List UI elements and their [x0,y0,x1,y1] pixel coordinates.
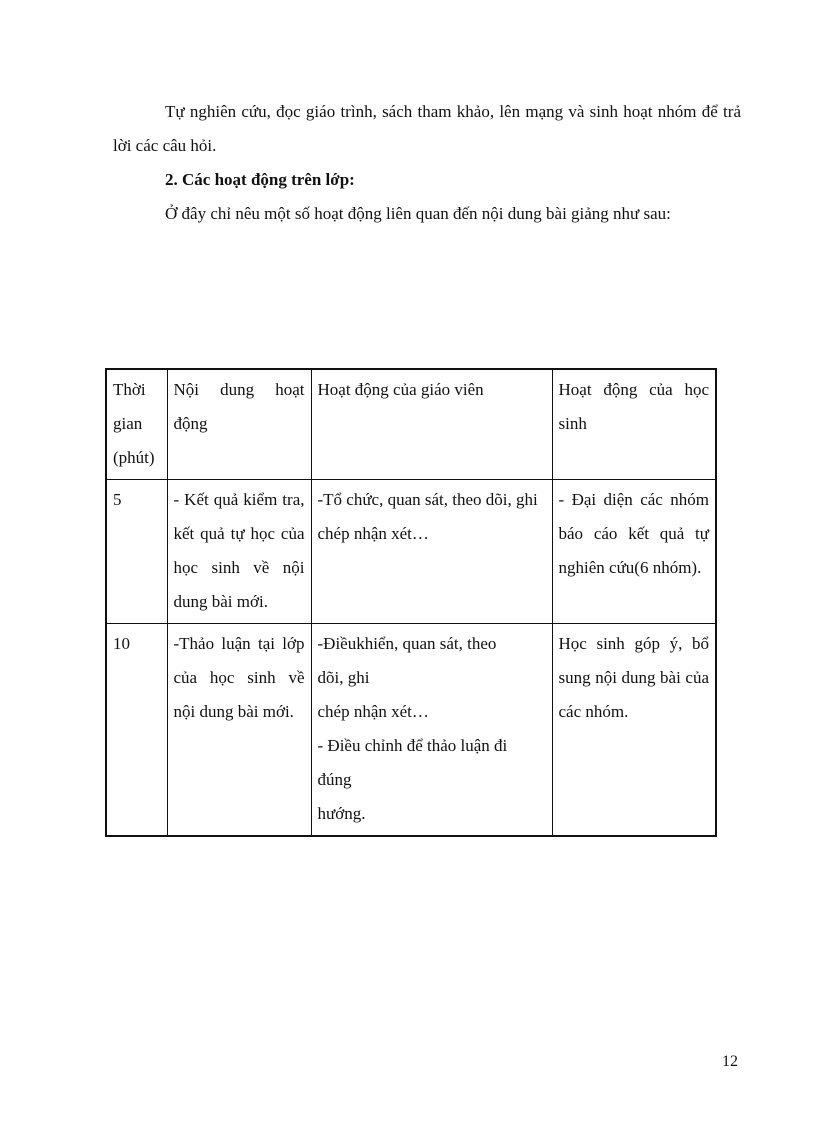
page-number: 12 [722,1053,738,1070]
header-content: Nội dung hoạt động [167,369,311,480]
table-header-row [106,369,716,480]
teacher-line: dõi, ghi [317,668,370,687]
table-row [106,480,716,624]
cell-content: - Kết quả kiểm tra, kết quả tự học của học sinh về nội dung bài mới. [167,480,311,624]
teacher-line: -Điềukhiển, quan sát, theo [317,634,497,653]
cell-teacher [311,624,552,837]
teacher-line: chép nhận xét… [317,702,429,721]
teacher-line: đúng [317,770,352,789]
section-intro-paragraph: Ở đây chỉ nêu một số hoạt động liên quan đến nội dung bài giảng như sau: [165,204,671,223]
header-time: Thời gian (phút) [106,369,167,480]
header-student: Hoạt động của học sinh [552,369,716,480]
teacher-line: - Điều chỉnh để thảo luận đi [317,736,508,755]
cell-time: 5 [106,480,167,624]
table-row [106,624,716,837]
cell-content: -Thảo luận tại lớp của học sinh về nội dung bài mới. [167,624,311,837]
cell-time: 10 [106,624,167,837]
activities-table [105,368,717,837]
section-heading: 2. Các hoạt động trên lớp: [165,170,355,189]
cell-student: - Đại diện các nhóm báo cáo kết quả tự nghiên cứu(6 nhóm). [552,480,716,624]
cell-student: Học sinh góp ý, bổ sung nội dung bài của các nhóm. [552,624,716,837]
teacher-line: hướng. [317,804,366,823]
header-teacher: Hoạt động của giáo viên [311,369,552,480]
teacher-line: -Tổ chức, quan sát, theo dõi, ghi chép nhận xét… [317,490,538,543]
intro-paragraph: Tự nghiên cứu, đọc giáo trình, sách tham khảo, lên mạng và sinh hoạt nhóm để trả lời các câu hỏi. [113,102,741,155]
cell-teacher [311,480,552,624]
